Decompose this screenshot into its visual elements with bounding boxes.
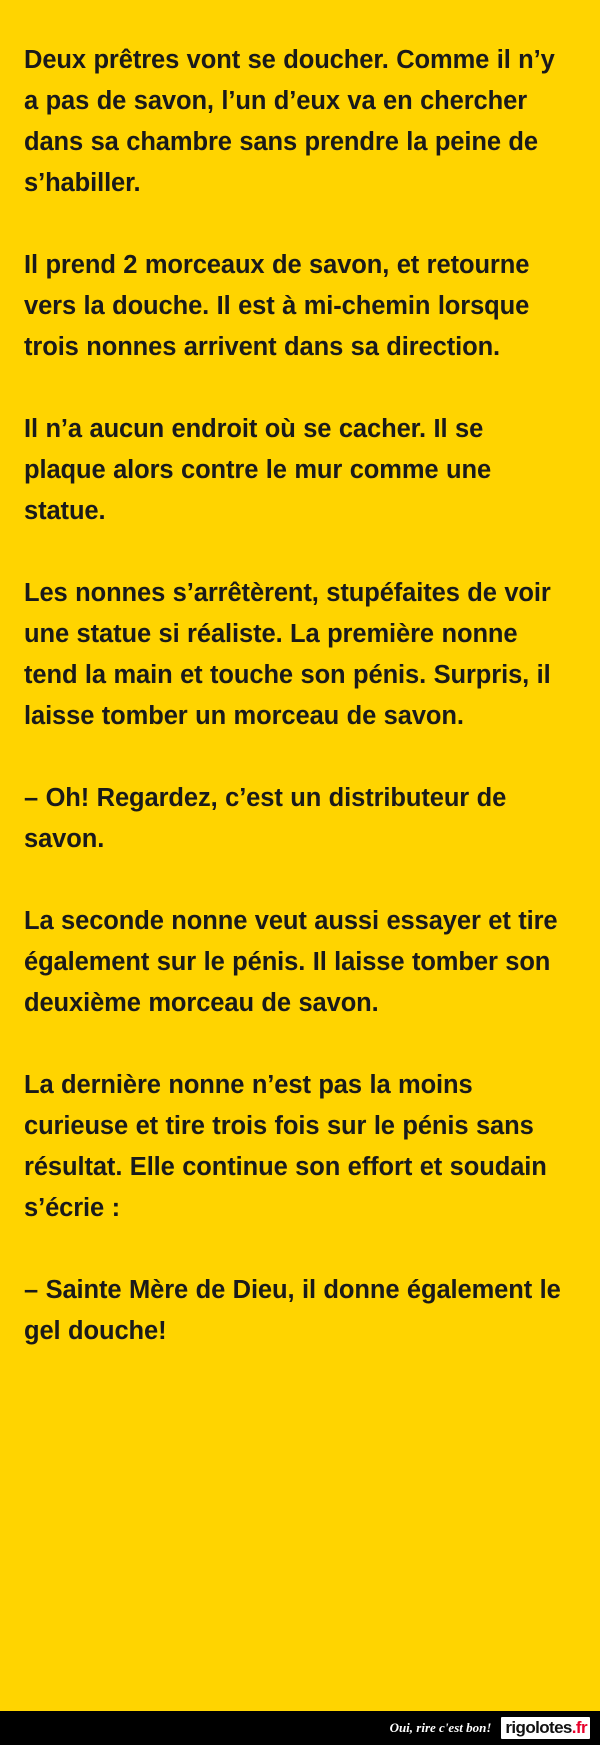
- joke-paragraph: La dernière nonne n’est pas la moins curieuse et tire trois fois sur le pénis sans résultat. Elle continue son effort et soudain s’écrie :: [24, 1071, 547, 1222]
- logo-wordmark: rigolotes: [505, 1718, 572, 1737]
- joke-paragraph: La seconde nonne veut aussi essayer et tire également sur le pénis. Il laisse tomber son deuxième morceau de savon.: [24, 907, 558, 1017]
- joke-paragraph: – Sainte Mère de Dieu, il donne également le gel douche!: [24, 1276, 561, 1345]
- rigolotes-logo[interactable]: [501, 1717, 590, 1739]
- logo-tld: .fr: [571, 1718, 587, 1737]
- joke-paragraph: Il prend 2 morceaux de savon, et retourne vers la douche. Il est à mi-chemin lorsque trois nonnes arrivent dans sa direction.: [24, 251, 530, 361]
- footer-slogan: Oui, rire c'est bon!: [389, 1720, 492, 1735]
- joke-paragraph: Deux prêtres vont se doucher. Comme il n’y a pas de savon, l’un d’eux va en chercher dans sa chambre sans prendre la peine de s’habiller.: [24, 46, 555, 197]
- joke-paragraph: Les nonnes s’arrêtèrent, stupéfaites de voir une statue si réaliste. La première nonne tend la main et touche son pénis. Surpris, il laisse tomber un morceau de savon.: [24, 579, 551, 730]
- joke-paragraph: Il n’a aucun endroit où se cacher. Il se plaque alors contre le mur comme une statue.: [24, 415, 492, 525]
- footer-bar: [0, 1711, 600, 1745]
- joke-paragraph: – Oh! Regardez, c’est un distributeur de savon.: [24, 784, 507, 853]
